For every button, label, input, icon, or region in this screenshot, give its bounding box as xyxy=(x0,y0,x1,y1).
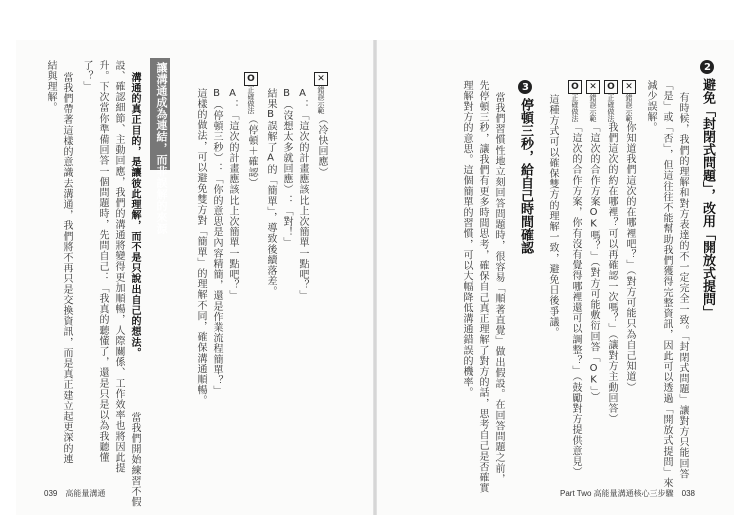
example-right-2 xyxy=(566,80,585,477)
paragraph-line: 當我們開始練習不假 xyxy=(129,412,140,508)
example-label: 錯誤示範 xyxy=(625,94,633,122)
page-gutter xyxy=(373,40,377,515)
paragraph-line: 升。下次當你準備回答一個問題時，先問自己：「我真的聽懂了，還是只是以為我聽懂 xyxy=(97,60,108,463)
example-text: 「這次的合作方案OK嗎？」（對方可能敷衍回答「OK」） xyxy=(588,122,599,403)
example-label: 正確做法 xyxy=(247,86,255,114)
correct-icon: O xyxy=(246,74,256,84)
correct-icon: O xyxy=(570,82,580,92)
paragraph-line: 了？」 xyxy=(81,60,92,92)
wrong-icon: ✕ xyxy=(316,74,326,84)
dialogue-line: B（停頓三秒）：「你的意思是內容精簡，還是作業流程簡單？」 xyxy=(211,88,222,397)
paragraph-line: 當我們習慣性地立刻回答問題時，很容易「順著直覺」做出假設。在回答問題之前， xyxy=(493,92,504,485)
wrong-icon: ✕ xyxy=(624,82,634,92)
paragraph-line: 理解對方的意思。這個簡單的習慣，可以大幅降低溝通錯誤的機率。 xyxy=(461,80,472,398)
example-label: 正確做法 xyxy=(571,94,579,122)
paragraph-bold: 溝通的真正目的，是讓彼此理解，而不是只說出自己的想法。 xyxy=(129,72,140,359)
example-text: 你知道我們這次的在哪裡吧？」（對方可能只為自己知道） xyxy=(624,122,635,393)
example-text: 我們這次的約在哪裡？可以再確認一次嗎？」（讓對方主動回答） xyxy=(606,122,617,425)
example-label: 正確做法 xyxy=(607,94,615,122)
paragraph-line: 結與理解。 xyxy=(45,60,56,113)
paragraph-line: 「是」或「否」，但這往往不能幫助我們獲得完整資訊，因此可以透過「開放式提問」來 xyxy=(661,80,672,489)
example-wrong-2 xyxy=(584,80,603,402)
correct-icon: O xyxy=(606,82,616,92)
example-text: （冷快回應） xyxy=(316,114,327,178)
section-heading-2 xyxy=(698,60,717,319)
section-band-title: 讓溝通成為連結，而非誤解的來源 xyxy=(155,62,168,235)
page-folio: Part Two 高能量溝通核心三步驟 038 xyxy=(560,489,695,498)
section-heading-3 xyxy=(516,80,535,254)
page-folio: 039 高能量溝通 xyxy=(44,489,106,498)
paragraph-line: 減少誤解。 xyxy=(645,80,656,133)
paragraph-line: 有時候，我們的理解和對方表達的不一定完全一致。「封閉式問題」讓對方只能回答 xyxy=(677,92,688,480)
dialogue-line: 結果B誤解了A的「簡單」，導致後續落差。 xyxy=(265,88,276,297)
example-text: （停頓＋確認） xyxy=(246,114,257,189)
heading-text: 停頓三秒，給自己時間確認 xyxy=(518,98,533,254)
wrong-icon: ✕ xyxy=(588,82,598,92)
paragraph-line: 先停頓三秒，讓我們有更多時間思考，確保自己真正理解了對方的話，思考自己是否確實 xyxy=(477,80,488,494)
dialogue-line: 這樣的做法，可以避免雙方對「簡單」的理解不同，確保溝通順暢。 xyxy=(195,88,206,406)
example-right-3 xyxy=(242,72,261,188)
paragraph-line: 設、確認細節、主動回應，我們的溝通將變得更加順暢，人際關係、工作效率也將因此提 xyxy=(113,60,124,474)
paragraph-line: 當我們帶著這樣的意識去溝通，我們將不再只是交換資訊，而是真正建立起更深的連 xyxy=(61,72,72,465)
example-wrong-1 xyxy=(620,80,639,393)
heading-number: 3 xyxy=(520,81,531,93)
heading-text: 避免「封閉式問題」，改用「開放式提問」 xyxy=(700,78,715,319)
dialogue-line: B（沒想太多就回應）：「對！」 xyxy=(281,88,292,248)
example-label: 錯誤示範 xyxy=(317,86,325,114)
heading-number: 2 xyxy=(702,61,713,73)
paragraph-line: 這種方式可以確保雙方的理解一致，避免日後爭議。 xyxy=(547,94,558,338)
dialogue-line: A：「這次的計畫應該比上次簡單一點吧？」 xyxy=(297,88,308,301)
example-right-1 xyxy=(602,80,621,424)
example-wrong-3 xyxy=(312,72,331,178)
dialogue-line: A：「這次的計畫應該比上次簡單一點吧？」 xyxy=(227,88,238,301)
example-text: 「這次的合作方案，你有沒有覺得哪裡還可以調整？」（鼓勵對方提供意見） xyxy=(570,122,581,478)
example-label: 錯誤示範 xyxy=(589,94,597,122)
